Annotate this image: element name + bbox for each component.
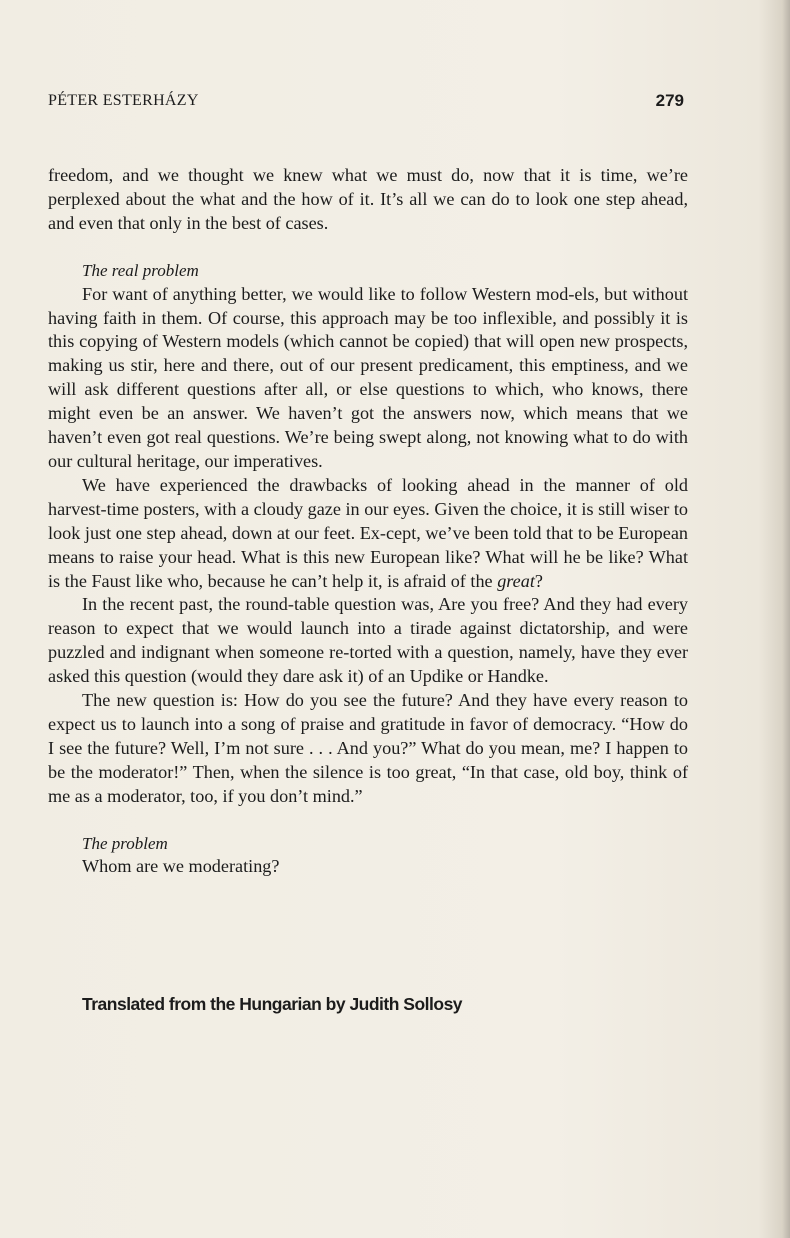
- emphasized-word: great: [497, 570, 535, 591]
- running-head: PÉTER ESTERHÁZY: [48, 92, 199, 109]
- paragraph: The new question is: How do you see the future? And they have every reason to expect us to launch into a song of praise and gratitude in favor of democracy. “How do I see the future? Well, I’m not sure . . . And you?” What do you mean, me? I happen to be the moderator!” Then, when the silence is too great, “In that case, old boy, think of me as a moderator, too, if you don’t mind.”: [48, 690, 688, 806]
- paragraph: Whom are we moderating?: [82, 856, 280, 877]
- translator-credit: Translated from the Hungarian by Judith Sollosy: [82, 994, 463, 1014]
- paragraph-text: We have experienced the drawbacks of looking ahead in the manner of old harvest-time posters, with a cloudy gaze in our eyes. Given the choice, it is still wiser to look just one step ahead, down at our feet. Ex-cept, we’ve been told that to be European means to raise your head. What is this new European like? What will he be like? What is the Faust like who, because he can’t help it, is afraid of the: [48, 474, 688, 591]
- section-heading-real-problem: The real problem: [82, 260, 199, 280]
- page-header: [48, 92, 688, 114]
- paragraph-continued: freedom, and we thought we knew what we must do, now that it is time, we’re perplexed about the what and the how of it. It’s all we can do to look one step ahead, and even that only in the best of cases.: [48, 165, 688, 233]
- paragraph: For want of anything better, we would like to follow Western mod-els, but without having faith in them. Of course, this approach may be too inflexible, and possibly it is this copying of Western models (which cannot be copied) that will open new prospects, making us stir, here and there, out of our present predicament, this emptiness, and we will ask different questions after all, or else questions to which, who knows, there might even be an answer. We haven’t got the answers now, which means that we haven’t even got real questions. We’re being swept along, not knowing what to do with our cultural heritage, our imperatives.: [48, 283, 688, 471]
- section-heading-problem: The problem: [82, 833, 168, 853]
- paragraph: [48, 474, 688, 594]
- paragraph-text: ?: [534, 570, 543, 591]
- page-number: 279: [655, 91, 684, 110]
- paragraph: In the recent past, the round-table question was, Are you free? And they had every reason to expect that we would launch into a tirade against dictatorship, and were puzzled and indignant when someone re-torted with a question, namely, have they ever asked this question (would they dare ask it) of an Updike or Handke.: [48, 594, 688, 687]
- body-text: [48, 164, 688, 879]
